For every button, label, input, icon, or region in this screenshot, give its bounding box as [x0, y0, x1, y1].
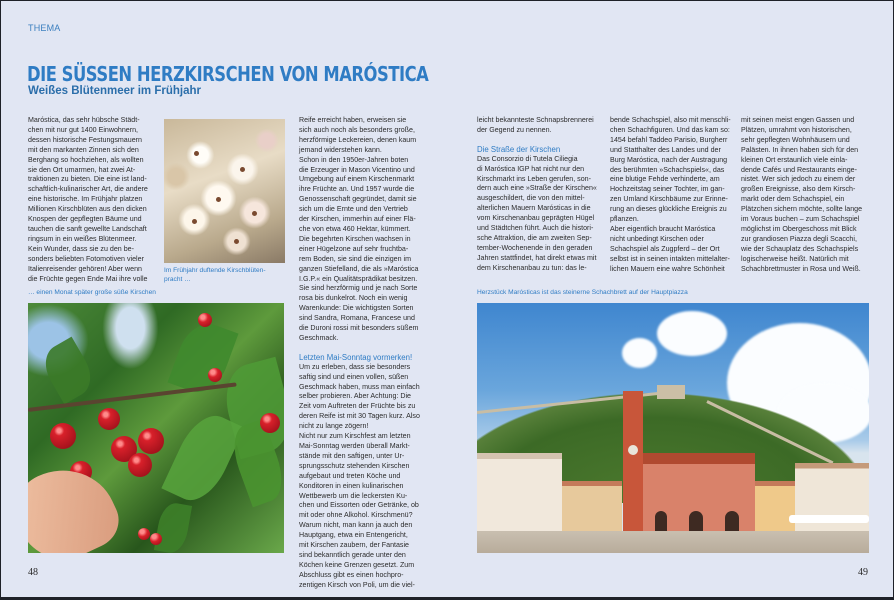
text-line: dessen historische Festungsmauern — [28, 135, 142, 144]
cherry — [128, 453, 152, 477]
text-line: Mai-Sonntag werden überall Markt- — [299, 442, 410, 450]
blossom-detail — [252, 211, 257, 216]
text-line: sprungsschutz stehenden Kirschen — [299, 461, 410, 470]
text-line: Italienreisender gehören! Aber wenn — [28, 264, 142, 273]
leaf — [37, 337, 99, 405]
text-line: sche Attraktion, die am zweiten Sep- — [477, 233, 592, 242]
text-line: mit seinen meist engen Gassen und — [741, 116, 855, 124]
clock-tower — [623, 391, 643, 531]
cherry — [198, 313, 212, 327]
blossom-detail — [240, 167, 245, 172]
text-line: schaftlich-kulinarischer Art, die andere — [28, 185, 148, 194]
piazza-caption: Herzstück Marósticas ist das steinerne Schachbrett auf der Hauptpiazza — [477, 289, 688, 296]
left-column-2 — [299, 116, 459, 591]
text-line: der Gegend zu nennen. — [477, 125, 552, 134]
cherry-picking-photo — [28, 303, 284, 553]
cafe-umbrellas — [789, 515, 869, 523]
text-line: tember-Wochenende in den geraden — [477, 243, 593, 252]
text-line: chen und Eissorten oder Getränke, ob — [299, 501, 419, 510]
leaf — [161, 407, 244, 510]
page-number-right: 49 — [858, 567, 868, 578]
text-line: chen mit nur gut 1400 Einwohnern, — [28, 125, 139, 134]
text-line: Berghang so hochziehen, als wollten — [28, 155, 144, 164]
text-line: eine historische. Im Frühjahr platzen — [28, 195, 143, 204]
text-line: Geschmack haben, muss man einfach — [299, 382, 420, 391]
text-line: einer Hügelzone auf sehr fruchtba- — [299, 244, 409, 253]
cherry-caption: … einen Monat später große süße Kirschen — [28, 289, 156, 296]
arch — [655, 511, 667, 531]
text-line: kleinen Ort erstaunlich viele einla- — [741, 155, 848, 164]
text-line: Plätzen, umrahmt von historischen, — [741, 125, 852, 134]
text-line: Kein Wunder, dass sie zu den be- — [28, 244, 134, 253]
section-heading: Die Straße der Kirschen — [477, 144, 561, 154]
text-line: logischerweise heißt. Natürlich mit — [741, 254, 849, 263]
text-line: Wettbewerb um die leckersten Ku- — [299, 491, 408, 500]
cherry-blossom-photo — [164, 119, 285, 263]
arch — [689, 511, 703, 531]
text-line: zur grandiosen Piazza degli Scacchi, — [741, 234, 857, 243]
text-line: deren Reife ist mit 30 Tagen kurz. Also — [299, 412, 420, 421]
text-line: im Voraus buchen – zum Schachspiel — [741, 215, 860, 224]
text-line: nicht zu lange zögern! — [299, 422, 369, 431]
text-line: sind Sandra, Romana, Francese und — [299, 314, 415, 323]
text-line: I.G.P.« ein Qualitätsprädikat besitzen. — [299, 274, 418, 283]
text-line: Die begehrten Kirschen wachsen in — [299, 234, 411, 243]
text-line: selbst ist in seinen intakten mittelalter- — [610, 254, 730, 263]
text-line: bende Schachspiel, also mit menschli- — [610, 116, 731, 124]
piazza-ground — [477, 531, 869, 553]
text-line: vom Kirschenanbau geprägten Hügel — [477, 214, 595, 223]
text-line: Millionen Kirschblüten aus den dicken — [28, 205, 147, 214]
text-line: nicht unbedingt Kirschen oder — [610, 234, 704, 243]
text-line: Warum nicht, man kann ja auch den — [299, 521, 413, 530]
text-line: tauchen die sanft gewellte Landschaft — [28, 224, 147, 233]
text-line: selber probieren. Aber Achtung: Die — [299, 392, 411, 401]
text-line: und Städtchen führt. Auch die histori- — [477, 224, 594, 233]
text-line: zentigen Kirsch von Poli, um die viel- — [299, 580, 415, 589]
text-line: Schachspiel als Zugpferd – der Ort — [610, 244, 720, 253]
text-line: sonders beliebten Fotomotiven vieler — [28, 254, 144, 263]
article-title: DIE SÜSSEN HERZKIRSCHEN VON MARÓSTICA — [27, 62, 429, 86]
section-heading: Letzten Mai-Sonntag vormerken! — [299, 352, 413, 362]
text-line: stände mit den saftigen, unter Ur- — [299, 451, 405, 460]
text-line: Hauptgang, etwa ein Entengericht, — [299, 531, 408, 540]
text-line: Sie sind herzförmig und je nach Sorte — [299, 284, 418, 293]
text-line: Das Consorzio di Tutela Ciliegia — [477, 154, 578, 163]
text-line: rem Boden, sie sind die einzigen im — [299, 254, 411, 263]
caption-line: pracht … — [164, 276, 191, 283]
text-line: Warenkunde: Die wichtigsten Sorten — [299, 304, 414, 313]
text-line: Nicht nur zum Kirschfest am letzten — [299, 432, 411, 441]
text-line: Aber eigentlich braucht Maróstica — [610, 224, 716, 233]
text-line: ihre Früchte an. Und 1957 wurde die — [299, 185, 415, 194]
text-line: ganzen Stiefelland, die als »Maróstica — [299, 264, 419, 273]
blossom-detail — [216, 197, 221, 202]
piazza-photo — [477, 303, 869, 553]
cherry — [138, 528, 150, 540]
text-line: eine blutige Fehde verhinderte, am — [610, 175, 720, 184]
building-right-1 — [755, 481, 795, 531]
building-left — [477, 453, 562, 531]
text-line: Schon in den 1950er-Jahren boten — [299, 155, 409, 164]
text-line: mit Kirschen zaubern, der Fantasie — [299, 541, 410, 550]
text-line: sind bekanntlich gerade unter den — [299, 550, 406, 559]
right-column-2 — [610, 116, 740, 275]
text-line: che von etwa 460 Hektar, kümmert. — [299, 224, 411, 233]
cherry — [260, 413, 280, 433]
text-line: des berühmten »Schachspiels«, das — [610, 165, 725, 174]
building-left-2 — [562, 481, 622, 531]
text-line: 1454 befahl Taddeo Parisio, Burgherr — [610, 135, 728, 144]
text-line: ringsum in ein weißes Blütenmeer. — [28, 234, 137, 243]
caption-line: Im Frühjahr duftende Kirschblüten- — [164, 267, 266, 274]
text-line: sich um die Ernte und den Vertrieb — [299, 205, 408, 214]
section-label: THEMA — [28, 23, 61, 33]
cherry — [50, 423, 76, 449]
text-line: möglichst im Obergeschoss mit Blick — [741, 224, 857, 233]
text-line: alterlichen Mauern Marósticas in die — [477, 204, 591, 213]
blossom-detail — [194, 151, 199, 156]
text-line: die Erzeuger in Mason Vicentino und — [299, 165, 415, 174]
text-line: Burg Maróstica, nach der Austragung — [610, 155, 728, 164]
text-line: Geschmack. — [299, 333, 339, 342]
cloud — [657, 311, 727, 356]
text-line: Hochzeitstag seiner Tochter, im gan- — [610, 185, 725, 194]
text-line: traktionen zu bieten. Die eine ist land- — [28, 175, 147, 184]
text-line: Umgebung auf einem Kirschenmarkt — [299, 175, 415, 184]
text-line: dern auch eine »Straße der Kirschen« — [477, 184, 597, 193]
text-line: leicht bekannteste Schnapsbrennerei — [477, 116, 594, 124]
cherry — [98, 408, 120, 430]
text-line: saftig sind und einen vollen, süßen — [299, 372, 409, 381]
text-line: nistet. Wer sich jedoch zu einem der — [741, 175, 856, 184]
text-line: die Duroni rossi mit besonders süßem — [299, 324, 419, 333]
arch — [725, 511, 739, 531]
text-line: rung an dieses glückliche Ereignis zu — [610, 205, 727, 214]
text-line: Kirschmarkt ins Leben gerufen, son- — [477, 174, 591, 183]
article-subtitle: Weißes Blütenmeer im Frühjahr — [28, 85, 201, 97]
text-line: großen Ereignisse, also dem Kirsch- — [741, 185, 856, 194]
text-line: Konditoren in einen kulinarischen — [299, 481, 404, 490]
text-line: Köchen keine Grenzen gesetzt. Zum — [299, 560, 415, 569]
text-line: Schachbrettmuster in Rosa und Weiß. — [741, 264, 861, 273]
text-line: jemand widerstehen kann. — [299, 145, 382, 154]
text-line: sehr gepflegten Wohnhäusern und — [741, 135, 850, 144]
text-line: markt oder dem Schachspiel, ein — [741, 195, 845, 204]
text-line: mit den markanten Zinnen sich den — [28, 145, 139, 154]
text-line: lichen Mauern eine wahre Schönheit — [610, 264, 725, 273]
text-line: Maróstica, das sehr hübsche Städt- — [28, 116, 140, 124]
text-line: rosa bis dunkelrot. Noch ein wenig — [299, 294, 408, 303]
text-line: Genossenschaft gegründet, damit sie — [299, 195, 417, 204]
cherry — [150, 533, 162, 545]
text-line: Jahren stattfindet, hat direkt etwas mit — [477, 253, 597, 262]
text-line: und Statthalter des Landes und der — [610, 145, 721, 154]
text-line: herzförmige Leckereien, denen kaum — [299, 135, 417, 144]
text-line: dem Kirschenanbau zu tun: das le- — [477, 263, 587, 272]
clock-face — [628, 445, 638, 455]
cloud — [622, 338, 657, 368]
text-line: Zeit vom Auftreten der Früchte bis zu — [299, 402, 416, 411]
text-line: ausgeschildert, die von den mittel- — [477, 194, 585, 203]
text-line: chen Schachfiguren. Und das kam so: — [610, 125, 730, 134]
text-line: Knospen der gepflegten Bäume und — [28, 215, 142, 224]
page-number-left: 48 — [28, 567, 38, 578]
blossom-detail — [234, 239, 239, 244]
blossom-caption — [164, 266, 289, 284]
leaf — [154, 501, 192, 553]
text-line: der Kirschen, immerhin auf einer Flä- — [299, 215, 416, 224]
text-line: mit oder ohne Alkohol. Kirschmenü? — [299, 511, 413, 520]
text-line: Palästen. In ihnen haben sich für den — [741, 145, 859, 154]
text-line: zen Umland Kirschbäume zur Erinne- — [610, 195, 728, 204]
text-line: Um zu erleben, dass sie besonders — [299, 362, 411, 371]
text-line: aufgebaut und treten Köche und — [299, 471, 401, 480]
text-line: dende Cafés und Restaurants einge- — [741, 165, 857, 174]
text-line: pflanzen. — [610, 215, 639, 224]
left-column-1 — [28, 116, 163, 284]
upper-castle — [657, 385, 685, 399]
cherry — [208, 368, 222, 382]
magazine-spread — [1, 1, 893, 597]
right-column-1 — [477, 116, 607, 274]
right-column-3 — [741, 116, 876, 275]
text-line: Abschluss gibt es einen hochpro- — [299, 570, 404, 579]
text-line: sich auch noch als besonders große, — [299, 125, 415, 134]
cherry — [138, 428, 164, 454]
text-line: wie der Schauplatz des Schachspiels — [741, 244, 859, 253]
text-line: Reife erreicht haben, erweisen sie — [299, 116, 407, 124]
blossom-detail — [192, 219, 197, 224]
text-line: Plätzchen sichern möchte, sollte lange — [741, 205, 863, 214]
text-line: di Maróstica IGP hat nicht nur den — [477, 164, 585, 173]
text-line: die Früchte gegen Ende Mai ihre volle — [28, 274, 148, 283]
text-line: sie den Ort umarmen, hat zwei At- — [28, 165, 136, 174]
